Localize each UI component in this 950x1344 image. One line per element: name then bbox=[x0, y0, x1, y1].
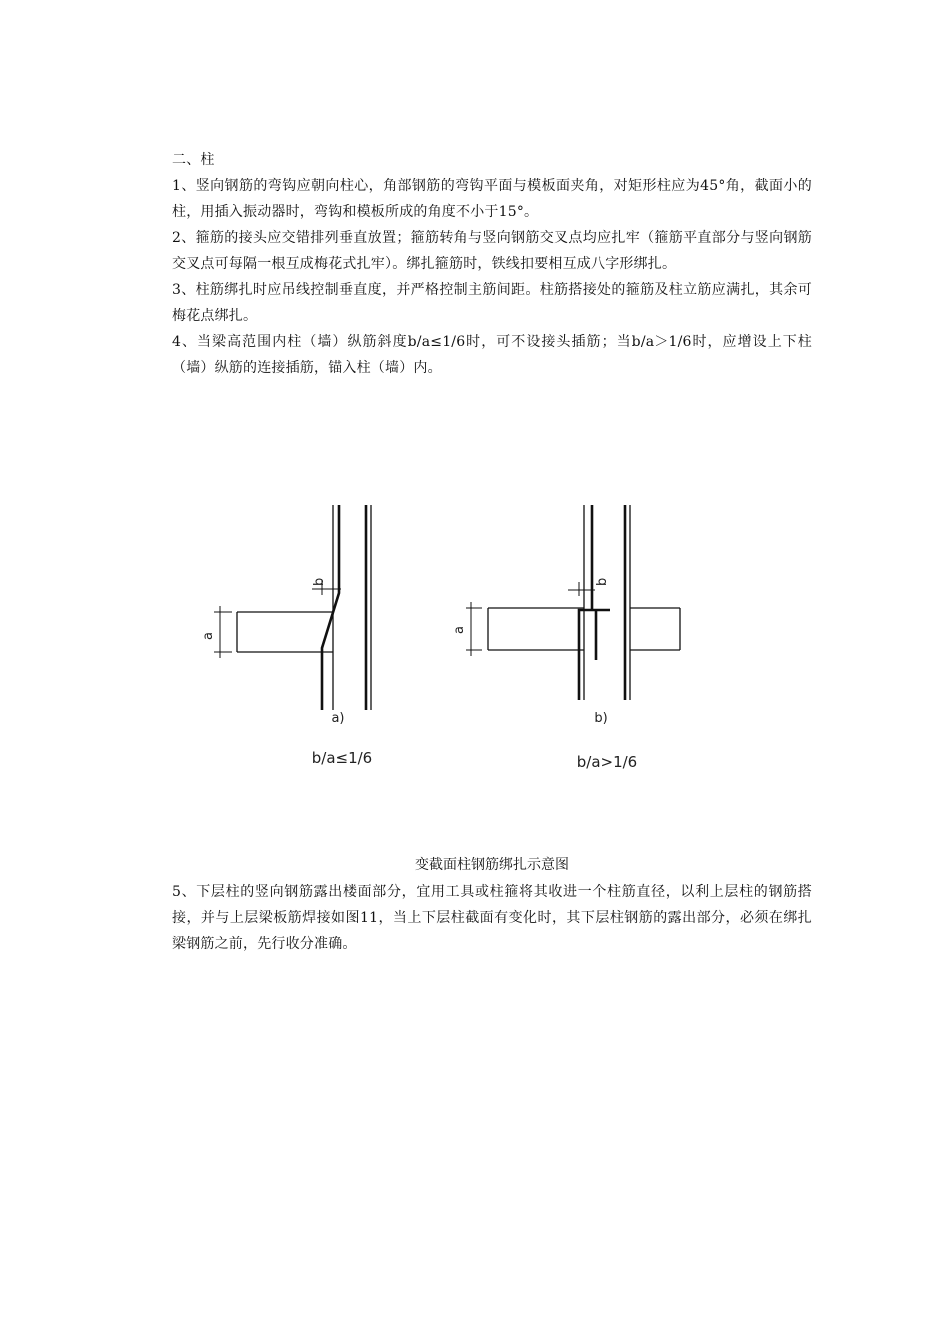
dim-a-label-left: a bbox=[201, 632, 216, 640]
rebar-diagram bbox=[0, 490, 950, 780]
paragraph-1: 1、竖向钢筋的弯钩应朝向柱心，角部钢筋的弯钩平面与模板面夹角，对矩形柱应为45°角，截面小的柱，用插入振动器时，弯钩和模板所成的角度不小于15°。 bbox=[172, 178, 812, 220]
paragraph-4: 4、当梁高范围内柱（墙）纵筋斜度b/a≤1/6时，可不设接头插筋；当b/a＞1/6时，应增设上下柱（墙）纵筋的连接插筋，锚入柱（墙）内。 bbox=[172, 334, 812, 376]
dim-b-label-right: b bbox=[595, 577, 610, 586]
paragraph-2: 2、箍筋的接头应交错排列垂直放置；箍筋转角与竖向钢筋交叉点均应扎牢（箍筋平直部分与竖向钢筋交叉点可每隔一根互成梅花式扎牢）。绑扎箍筋时，铁线扣要相互成八字形绑扎。 bbox=[172, 230, 812, 272]
rebar-a-bent bbox=[322, 505, 339, 710]
paragraph-3: 3、柱筋绑扎时应吊线控制垂直度，并严格控制主筋间距。柱筋搭接处的箍筋及柱立筋应满扎，其余可梅花点绑扎。 bbox=[172, 282, 812, 324]
section-heading: 二、柱 bbox=[172, 152, 215, 168]
top-text-block bbox=[172, 147, 812, 381]
diagram-b bbox=[466, 505, 680, 700]
label-b: b) bbox=[594, 711, 608, 726]
diagram-a bbox=[214, 505, 371, 710]
dim-b-label-left: b bbox=[312, 577, 327, 586]
paragraph-5: 5、下层柱的竖向钢筋露出楼面部分，宜用工具或柱箍将其收进一个柱筋直径，以利上层柱的钢筋搭接，并与上层梁板筋焊接如图11，当上下层柱截面有变化时，其下层柱钢筋的露出部分，必须在绑扎梁钢筋之前，先行收分准确。 bbox=[172, 884, 812, 952]
label-a: a) bbox=[331, 711, 345, 726]
dim-a-label-right: a bbox=[452, 626, 467, 634]
formula-b: b/a>1/6 bbox=[576, 753, 638, 771]
bottom-text-block bbox=[172, 879, 812, 957]
formula-a: b/a≤1/6 bbox=[311, 749, 373, 767]
figure-caption: 变截面柱钢筋绑扎示意图 bbox=[415, 857, 569, 873]
